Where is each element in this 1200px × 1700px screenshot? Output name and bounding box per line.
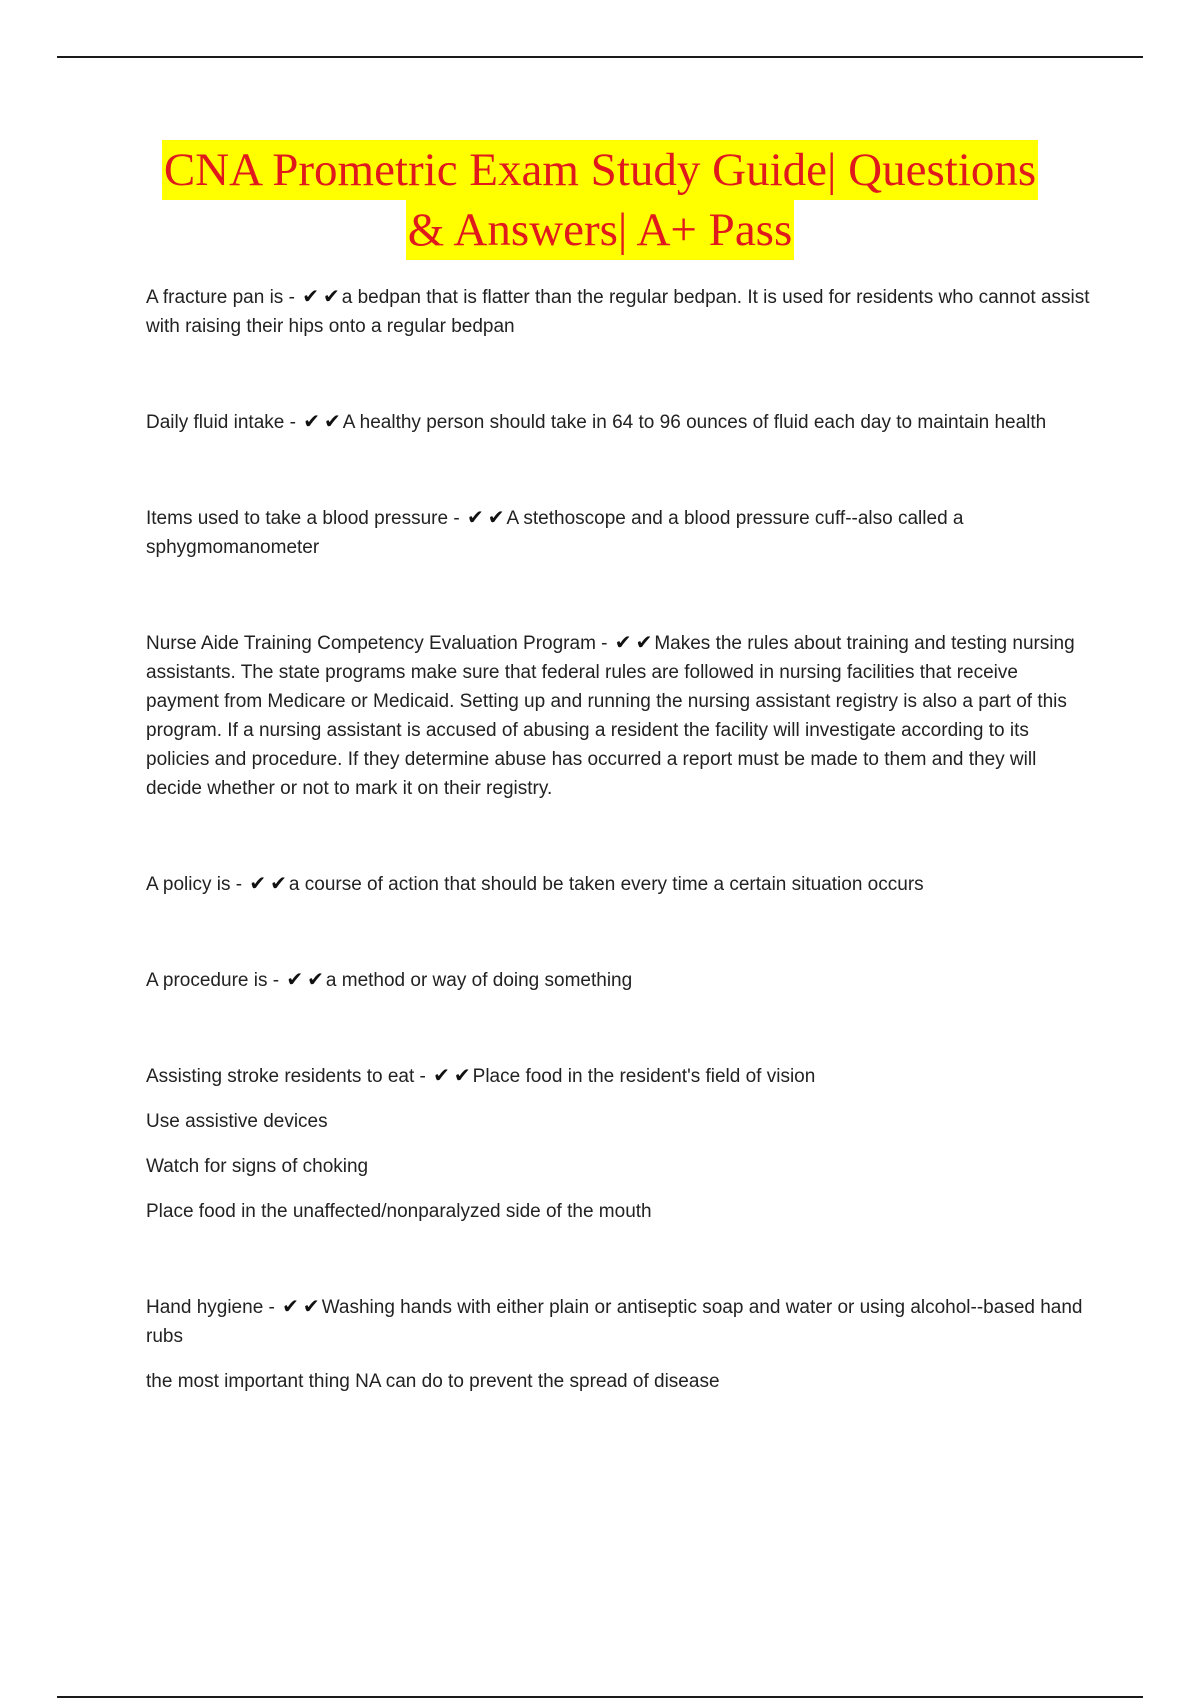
checkmark-icon: ✔ [324,409,341,433]
title-line-2: & Answers| A+ Pass [406,200,795,260]
qa-line [146,503,1096,562]
qa-term: A fracture pan is - [146,287,295,308]
qa-definition: a course of action that should be taken every time a certain situation occurs [288,874,924,895]
checkmark-icon: ✔ [322,284,340,308]
qa-term: A procedure is - [146,970,280,991]
checkmark-icon: ✔ [453,1063,471,1087]
qa-list [146,282,1096,1396]
qa-term: A policy is - [146,874,243,895]
header-rule [57,56,1143,58]
footer-rule [57,1696,1143,1698]
qa-entry [146,965,1096,995]
qa-term: Hand hygiene - [146,1297,275,1318]
qa-line [146,965,1096,995]
checkmark-icon: ✔ [302,284,319,308]
qa-extra-line: Place food in the unaffected/nonparalyzed side of the mouth [146,1201,652,1222]
checkmark-icon: ✔ [433,1063,450,1087]
document-title [100,140,1100,260]
qa-term: Assisting stroke residents to eat - [146,1066,426,1087]
qa-line [146,869,1096,899]
qa-definition: A healthy person should take in 64 to 96 ounces of fluid each day to maintain health [342,412,1047,433]
qa-term: Daily fluid intake - [146,412,296,433]
checkmark-icon: ✔ [307,967,324,991]
checkmark-icon: ✔ [303,409,320,433]
qa-extra-line: the most important thing NA can do to prevent the spread of disease [146,1371,720,1392]
qa-line [146,407,1096,437]
qa-entry [146,503,1096,562]
checkmark-icon: ✔ [282,1294,299,1318]
qa-line [146,628,1096,803]
checkmark-icon: ✔ [487,505,505,529]
qa-entry [146,1292,1096,1396]
checkmark-icon: ✔ [286,967,304,991]
checkmark-icon: ✔ [466,505,484,529]
checkmark-icon: ✔ [614,630,632,654]
qa-entry [146,869,1096,899]
qa-entry [146,1061,1096,1226]
qa-definition: Washing hands with either plain or antiseptic soap and water or using alcohol--based hand rubs [146,1297,1083,1347]
qa-entry [146,628,1096,803]
title-line-1: CNA Prometric Exam Study Guide| Questions [162,140,1038,200]
checkmark-icon: ✔ [302,1294,320,1318]
qa-definition: Place food in the resident's field of vision [472,1066,816,1087]
qa-extra-line: Watch for signs of choking [146,1156,369,1177]
qa-line [146,1061,1096,1091]
qa-definition: A stethoscope and a blood pressure cuff--also called a sphygmomanometer [146,508,964,558]
qa-term: Nurse Aide Training Competency Evaluation Program - [146,633,608,654]
qa-line [146,1292,1096,1351]
qa-term: Items used to take a blood pressure - [146,508,460,529]
qa-entry [146,282,1096,341]
qa-definition: Makes the rules about training and testing nursing assistants. The state programs make sure that federal rules are followed in nursing facilities that receive payment from Medicare or Medicaid. Setting up and running the nursing assistant registry is also a part of this program. If a nursing assistant is accused of abusing a resident the facility will investigate according to its policies and procedure. If they determine abuse has occurred a report must be made to them and they will decide whether or not to mark it on their registry. [146,633,1075,799]
checkmark-icon: ✔ [270,871,287,895]
qa-line [146,282,1096,341]
qa-extra-line: Use assistive devices [146,1111,328,1132]
qa-entry [146,407,1096,437]
qa-definition: a bedpan that is flatter than the regular bedpan. It is used for residents who cannot assist with raising their hips onto a regular bedpan [146,287,1090,337]
checkmark-icon: ✔ [635,630,653,654]
qa-definition: a method or way of doing something [325,970,633,991]
checkmark-icon: ✔ [249,871,267,895]
